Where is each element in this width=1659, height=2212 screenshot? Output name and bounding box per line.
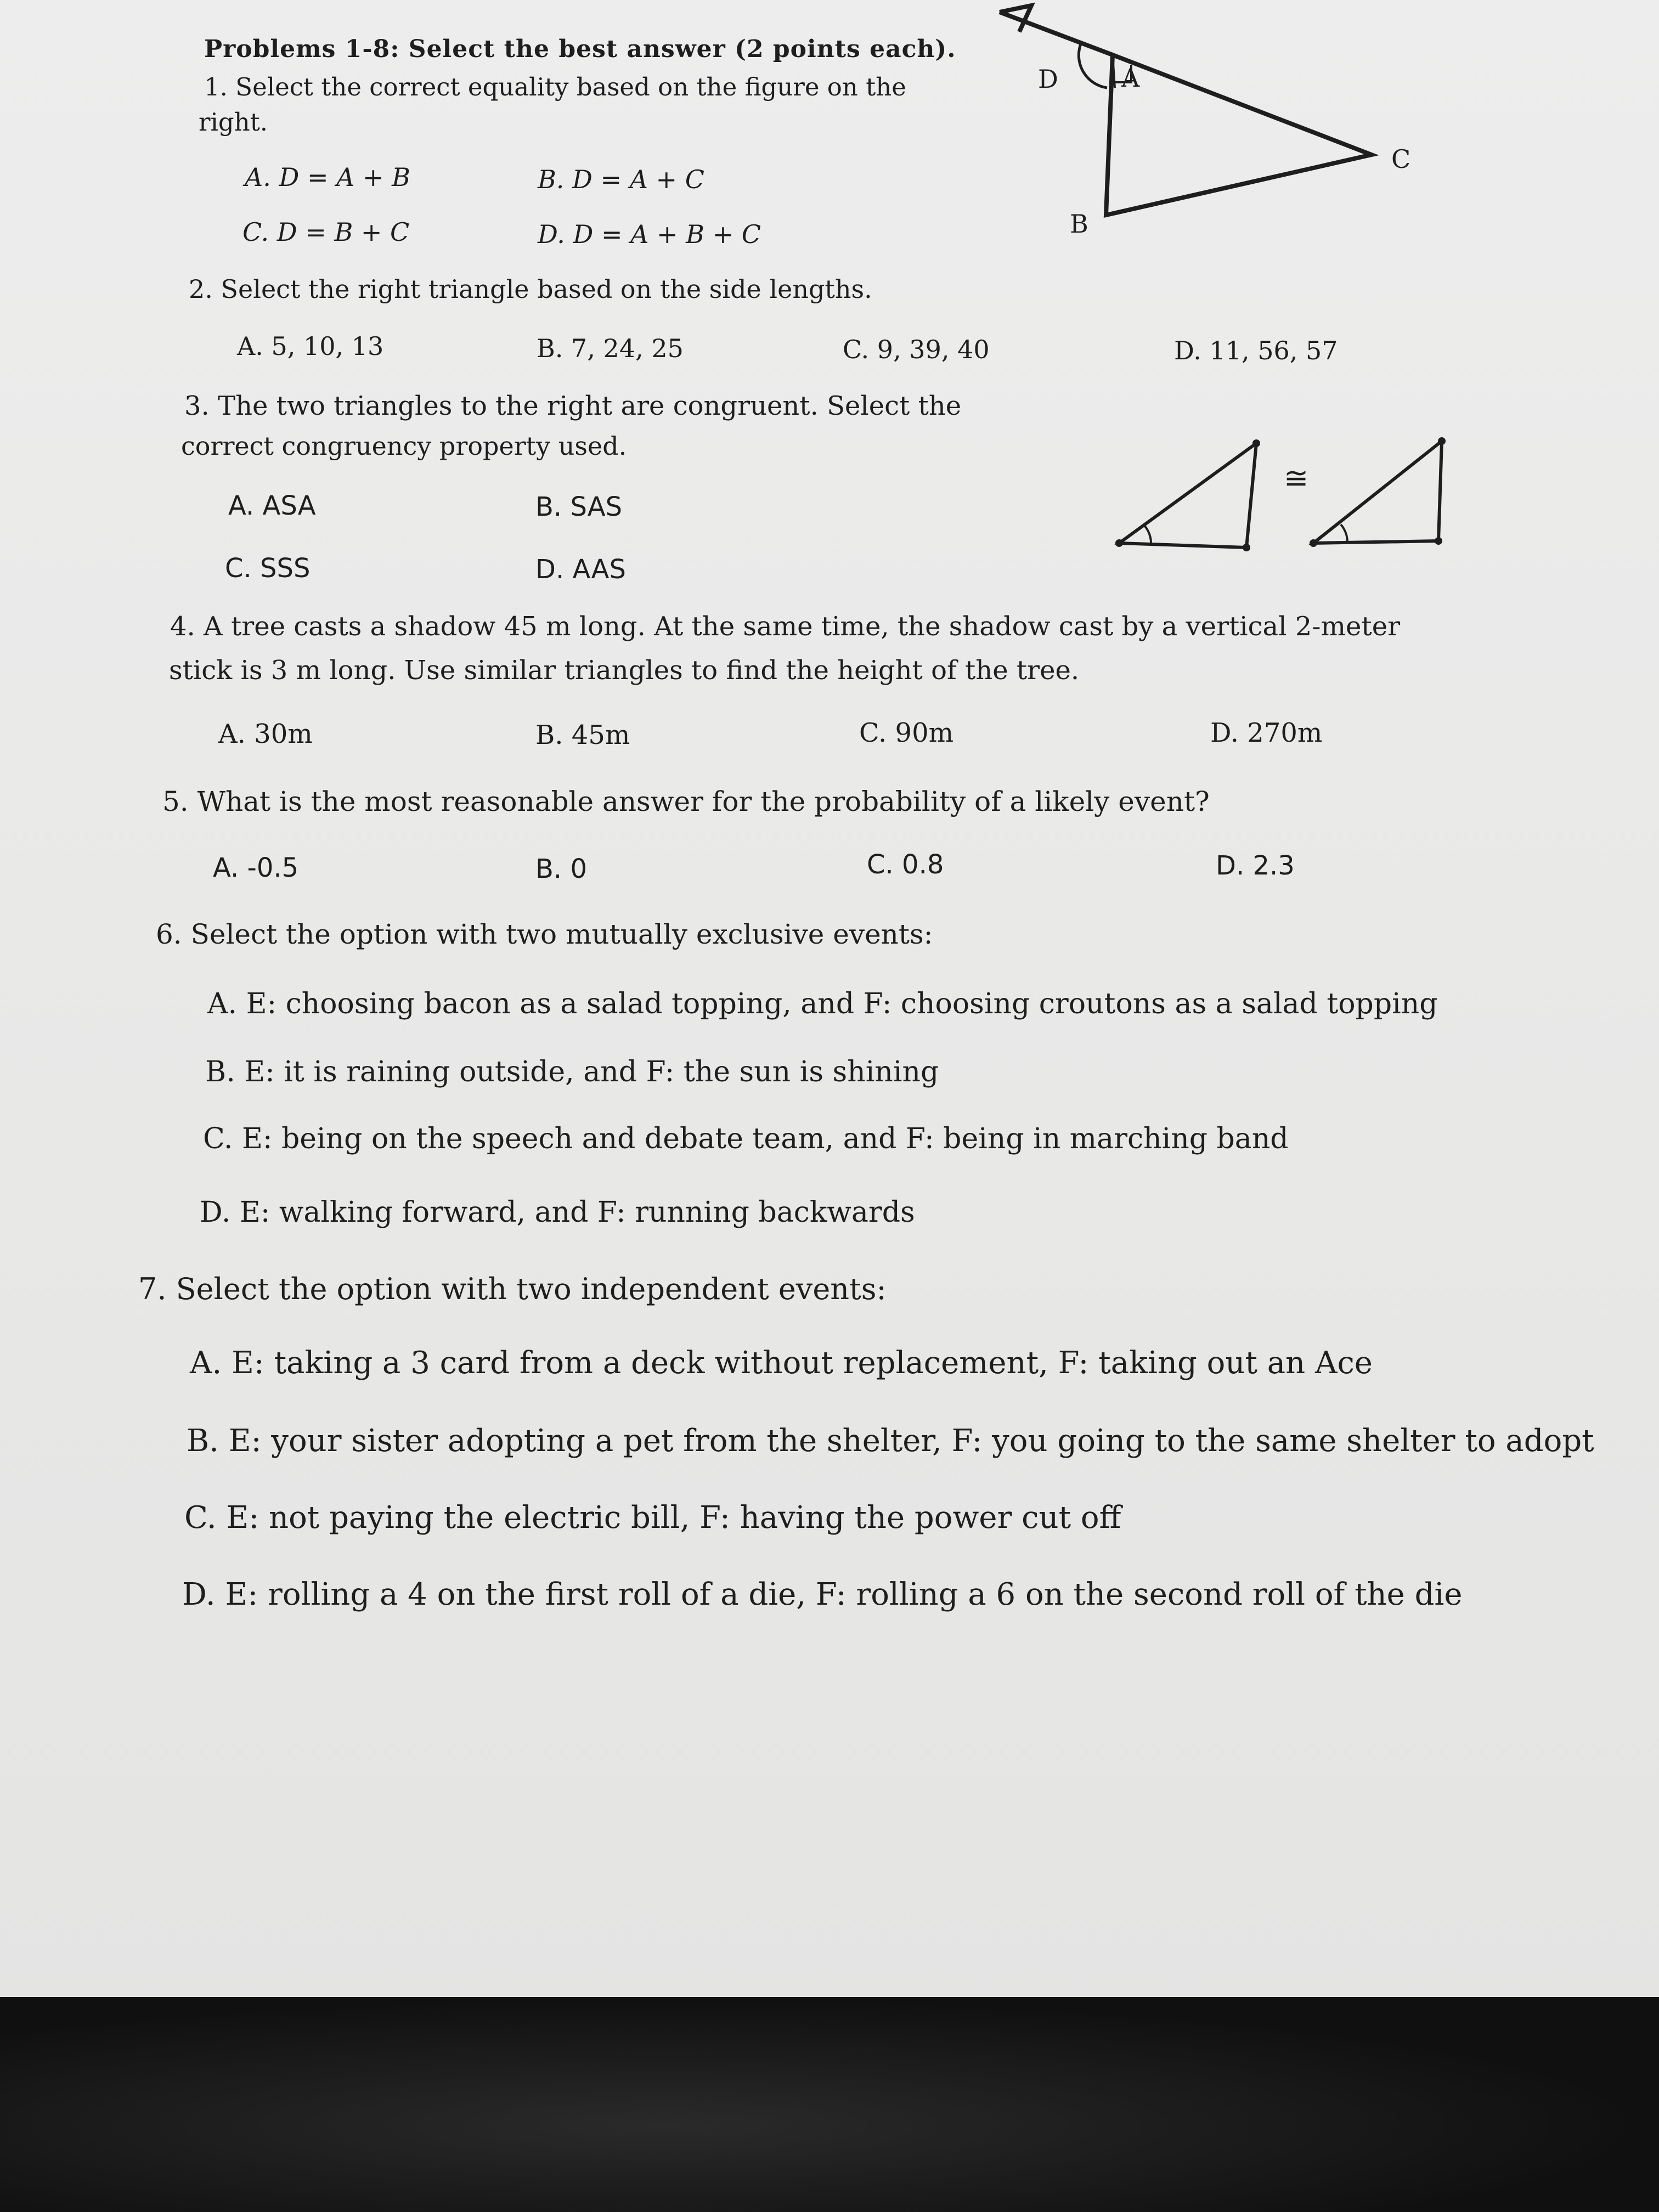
question-5-option-a[interactable]: A. -0.5 [213,853,299,883]
label-a: A [1121,63,1140,93]
triangle-left [1119,443,1256,548]
question-3-text-line2: correct congruency property used. [181,431,627,461]
question-5-option-b[interactable]: B. 0 [535,854,587,884]
question-6-option-d[interactable]: D. E: walking forward, and F: running backwards [200,1196,915,1229]
question-7-option-c[interactable]: C. E: not paying the electric bill, F: having the power cut off [184,1500,1121,1536]
question-2-option-b[interactable]: B. 7, 24, 25 [537,334,684,363]
label-d: D [1038,64,1058,94]
question-2-text: 2. Select the right triangle based on the side lengths. [189,274,872,304]
question-6-text: 6. Select the option with two mutually exclusive events: [156,918,933,950]
question-3-option-b[interactable]: B. SAS [535,492,623,522]
question-6-option-a[interactable]: A. E: choosing bacon as a salad topping, and F: choosing croutons as a salad topping [207,988,1438,1020]
question-3-congruent-triangles-figure [1097,428,1481,560]
question-4-option-b[interactable]: B. 45m [535,720,630,751]
question-4-option-c[interactable]: C. 90m [859,718,954,748]
question-4-option-a[interactable]: A. 30m [218,719,313,749]
question-4-text-line2: stick is 3 m long. Use similar triangles to find the height of the tree. [169,655,1080,686]
question-1-text-line1: 1. Select the correct equality based on the figure on the [204,72,906,101]
worksheet-heading: Problems 1-8: Select the best answer (2 points each). [204,35,956,63]
label-c: C [1391,144,1411,174]
question-5-option-d[interactable]: D. 2.3 [1216,850,1295,881]
question-3-option-d[interactable]: D. AAS [535,554,626,585]
question-5-text: 5. What is the most reasonable answer for the probability of a likely event? [162,786,1210,817]
question-2-option-c[interactable]: C. 9, 39, 40 [843,335,990,364]
question-1-option-c[interactable]: C. D = B + C [242,217,410,247]
question-4-text-line1: 4. A tree casts a shadow 45 m long. At the same time, the shadow cast by a vertical 2-meter [170,611,1401,642]
congruent-symbol: ≅ [1284,461,1309,495]
triangle-abc [1106,55,1372,215]
question-1-option-a[interactable]: A. D = A + B [245,162,410,192]
question-6-option-b[interactable]: B. E: it is raining outside, and F: the sun is shining [205,1056,939,1088]
question-3-option-a[interactable]: A. ASA [228,490,316,521]
extended-side-line [1000,12,1113,55]
question-5-option-c[interactable]: C. 0.8 [867,849,944,880]
question-2-option-a[interactable]: A. 5, 10, 13 [237,331,384,361]
question-6-option-c[interactable]: C. E: being on the speech and debate team, and F: being in marching band [203,1122,1289,1155]
question-1-text-line2: right. [199,108,268,137]
label-b: B [1070,209,1088,239]
question-7-option-b[interactable]: B. E: your sister adopting a pet from the shelter, F: you going to the same shelter to adopt [187,1423,1594,1459]
question-4-option-d[interactable]: D. 270m [1210,718,1323,748]
question-7-option-a[interactable]: A. E: taking a 3 card from a deck without replacement, F: taking out an Ace [190,1345,1373,1381]
question-1-triangle-figure [988,0,1481,252]
question-1-option-d[interactable]: D. D = A + B + C [538,219,761,249]
question-7-text: 7. Select the option with two independent events: [138,1272,887,1306]
question-3-option-c[interactable]: C. SSS [225,553,311,584]
triangle-right [1313,441,1442,543]
question-7-option-d[interactable]: D. E: rolling a 4 on the first roll of a die, F: rolling a 6 on the second roll of the die [182,1577,1463,1612]
question-1-option-b[interactable]: B. D = A + C [538,165,704,194]
question-3-text-line1: 3. The two triangles to the right are congruent. Select the [184,391,962,421]
dark-fabric-background [0,1997,1659,2212]
question-2-option-d[interactable]: D. 11, 56, 57 [1174,336,1338,365]
